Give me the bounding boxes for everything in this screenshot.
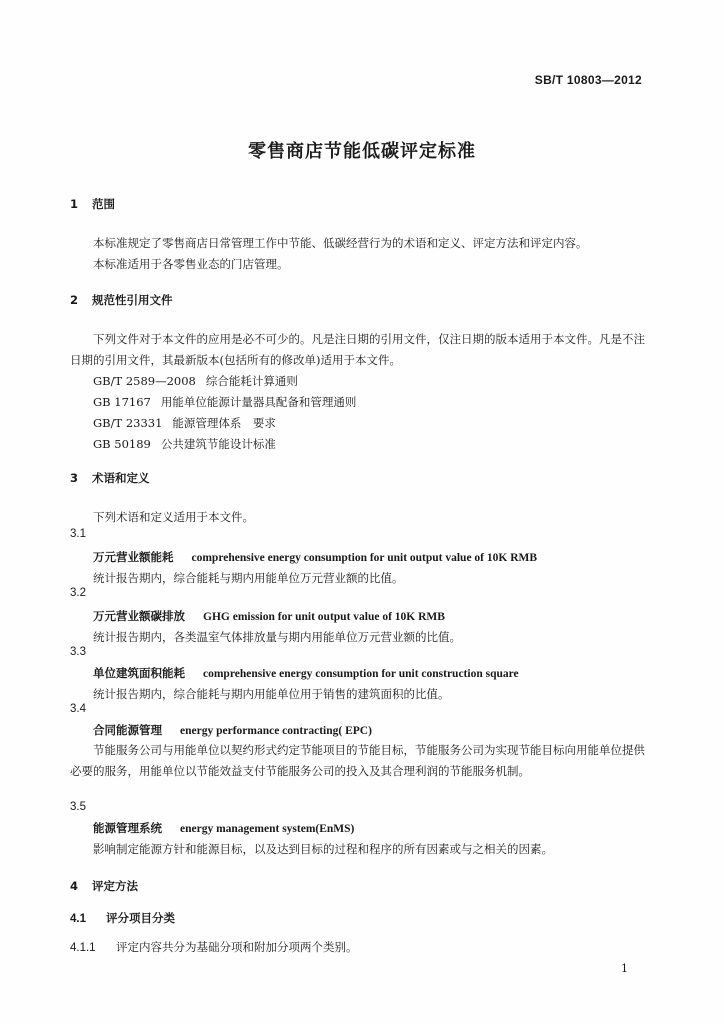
- term-entry: [93, 820, 354, 836]
- term-zh: 万元营业额碳排放: [93, 609, 185, 623]
- reference-code: GB 17167: [93, 395, 151, 409]
- term-definition: 统计报告期内，各类温室气体排放量与期内用能单位万元营业额的比值。: [93, 630, 461, 644]
- term-en: comprehensive energy consumption for unit output value of 10K RMB: [191, 552, 538, 564]
- term-zh: 单位建筑面积能耗: [93, 666, 185, 680]
- term-definition: 影响制定能源方针和能源目标，以及达到目标的过程和程序的所有因素或与之相关的因素。: [93, 842, 553, 856]
- term-en: GHG emission for unit output value of 10K RMB: [203, 611, 445, 623]
- section-2-heading: [70, 292, 173, 308]
- clause-number: 3.3: [70, 646, 86, 658]
- term-definition: 统计报告期内，综合能耗与期内用能单位万元营业额的比值。: [93, 571, 404, 585]
- section-title: 规范性引用文件: [92, 293, 173, 307]
- standard-number: SB/T 10803—2012: [534, 73, 642, 87]
- reference-code: GB 50189: [93, 437, 151, 451]
- term-en: comprehensive energy consumption for unit construction square: [203, 668, 519, 680]
- section-3-heading: [70, 470, 150, 486]
- reference-title: 用能单位能源计量器具配备和管理通则: [160, 395, 357, 409]
- term-definition: 节能服务公司与用能单位以契约形式约定节能项目的节能目标，节能服务公司为实现节能目标向用能单位提供必要的服务，用能单位以节能效益支付节能服务公司的投入及其合理利润的节能服务机制。: [70, 743, 645, 778]
- section-title: 评定方法: [92, 879, 138, 893]
- paragraph: 本标准规定了零售商店日常管理工作中节能、低碳经营行为的术语和定义、评定方法和评定内容。: [93, 236, 588, 250]
- term-entry: [93, 722, 372, 738]
- paragraph: 下列文件对于本文件的应用是必不可少的。凡是注日期的引用文件，仅注日期的版本适用于本文件。凡是不注日期的引用文件，其最新版本(包括所有的修改单)适用于本文件。: [70, 332, 645, 367]
- term-en: energy performance contracting( EPC): [180, 725, 372, 737]
- reference-item: [93, 371, 356, 392]
- section-number: 2: [70, 293, 79, 307]
- reference-code: GB/T 23331: [93, 416, 163, 430]
- section-number: 3: [70, 471, 79, 485]
- reference-title: 能源管理体系 要求: [172, 416, 276, 430]
- section-title: 范围: [92, 197, 115, 211]
- paragraph: 下列术语和定义适用于本文件。: [93, 510, 254, 524]
- section-number: 4: [70, 879, 79, 893]
- paragraph: 本标准适用于各零售业态的门店管理。: [93, 257, 289, 271]
- section-number: 1: [70, 197, 79, 211]
- section-1-heading: [70, 196, 115, 212]
- subsection-heading: [70, 910, 175, 926]
- clause-item-number: 4.1.1: [70, 942, 96, 954]
- term-entry: [93, 665, 519, 681]
- term-zh: 合同能源管理: [93, 723, 162, 737]
- clause-number: 3.5: [70, 801, 86, 813]
- term-entry: [93, 608, 445, 624]
- reference-item: [93, 392, 356, 413]
- term-entry: [93, 549, 537, 565]
- page-number: 1: [621, 962, 628, 975]
- subsection-number: 4.1: [70, 913, 86, 925]
- term-en: energy management system(EnMS): [180, 823, 355, 835]
- clause-item: [70, 939, 358, 955]
- reference-item: [93, 413, 356, 434]
- clause-number: 3.4: [70, 703, 86, 715]
- subsection-title: 评分项目分类: [106, 911, 175, 925]
- document-title: 零售商店节能低碳评定标准: [248, 141, 476, 162]
- reference-item: [93, 434, 356, 455]
- term-zh: 万元营业额能耗: [93, 550, 174, 564]
- reference-title: 公共建筑节能设计标准: [160, 437, 276, 451]
- clause-number: 3.1: [70, 528, 86, 540]
- term-zh: 能源管理系统: [93, 821, 162, 835]
- section-title: 术语和定义: [92, 471, 150, 485]
- reference-title: 综合能耗计算通则: [205, 374, 298, 388]
- term-definition: 统计报告期内，综合能耗与期内用能单位用于销售的建筑面积的比值。: [93, 687, 450, 701]
- reference-code: GB/T 2589—2008: [93, 374, 196, 388]
- reference-list: [93, 371, 356, 455]
- clause-item-text: 评定内容共分为基础分项和附加分项两个类别。: [116, 940, 358, 954]
- section-4-heading: [70, 878, 138, 894]
- clause-number: 3.2: [70, 587, 86, 599]
